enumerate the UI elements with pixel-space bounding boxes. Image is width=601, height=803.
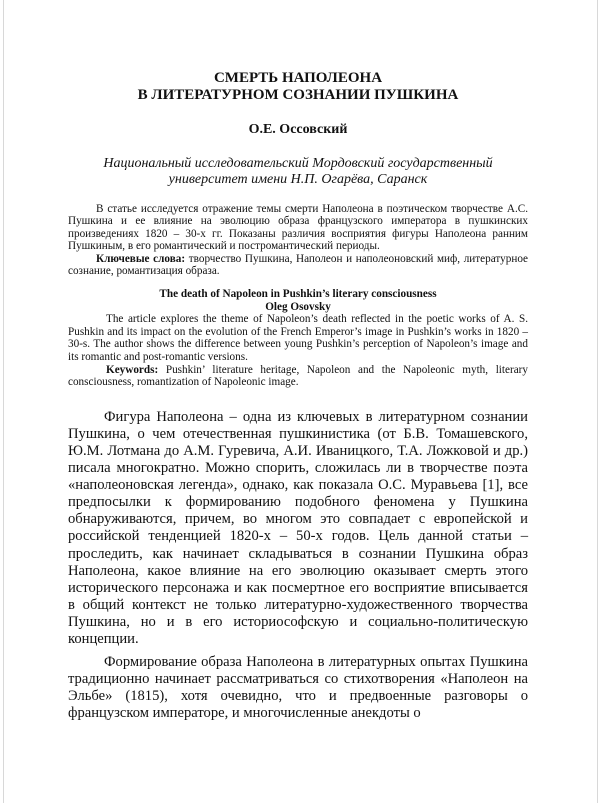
main-text bbox=[68, 409, 528, 723]
author-name: О.Е. Оссовский bbox=[248, 122, 348, 137]
keywords-en bbox=[68, 364, 528, 389]
english-author: Oleg Osovsky bbox=[265, 300, 331, 313]
page-edge-right bbox=[597, 0, 598, 803]
affiliation-line-2: университет имени Н.П. Огарёва, Саранск bbox=[168, 172, 428, 187]
keywords-ru-label: Ключевые слова: bbox=[96, 252, 186, 265]
affiliation bbox=[68, 156, 528, 188]
abstract-en bbox=[68, 313, 528, 389]
title-line-1: СМЕРТЬ НАПОЛЕОНА bbox=[213, 70, 383, 86]
abstract-en-text: The article explores the theme of Napoleon’s death reflected in the poetic works of A. S. Pushkin and its impact on the evolution of the French Emperor’s image in Pushkin’s works in 1820 – 30-s. The author shows the difference between young Pushkin’s perception of Napoleon’s image and its romantic and post-romantic versions. bbox=[68, 313, 528, 364]
keywords-en-label: Keywords: bbox=[106, 363, 159, 376]
article-title bbox=[68, 70, 528, 104]
english-title-block bbox=[68, 288, 528, 313]
body-paragraph-2: Формирование образа Наполеона в литературных опытах Пушкина традиционно начинает рассматриваться со стихотворения «Наполеон на Эльбе» (1815), хотя очевидно, что и предвоенные разговоры о французском императоре, и многочисленные анекдоты о bbox=[68, 654, 528, 722]
keywords-ru bbox=[68, 253, 528, 278]
body-paragraph-1: Фигура Наполеона – одна из ключевых в литературном сознании Пушкина, о чем отечественная пушкинистика (от Б.В. Томашевского, Ю.М. Лотмана до А.М. Гуревича, А.И. Иваницкого, Т.А. Ложковой и др.) писала многократно. Можно спорить, сложилась ли в творчестве поэта «наполеоновская легенда», однако, как показала О.С. Муравьева [1], все предпосылки к формированию подобного феномена у Пушкина обнаруживаются, причем, во многом это совпадает с европейской и российской тенденцией 1820-х – 50-х годов. Цель данной статьи – проследить, как начинает складываться в сознании Пушкина образ Наполеона, какое влияние на его эволюцию оказывает смерть этого исторического персонажа и как посмертное его восприятие вписывается в общий контекст не только литературно-художественного творчества Пушкина, но и в его историософскую и социально-политическую концепции. bbox=[68, 408, 528, 648]
abstract-ru bbox=[68, 203, 528, 277]
abstract-ru-text: В статье исследуется отражение темы смерти Наполеона в поэтическом творчестве А.С. Пушкина и ее влияние на эволюцию образа французского императора в пушкинских произведениях 1820 – 30-х гг. Показаны различия восприятия фигуры Наполеона ранним Пушкиным, в его романтический и постромантический периоды. bbox=[68, 203, 528, 253]
document-page bbox=[68, 70, 528, 723]
title-line-2: В ЛИТЕРАТУРНОМ СОЗНАНИИ ПУШКИНА bbox=[137, 87, 459, 103]
keywords-en-text: Pushkin’ literature heritage, Napoleon and the Napoleonic myth, literary consciousness, romantization of Napoleonic image. bbox=[68, 363, 528, 389]
english-title: The death of Napoleon in Pushkin’s literary consciousness bbox=[159, 288, 437, 301]
affiliation-line-1: Национальный исследовательский Мордовский государственный bbox=[103, 156, 493, 171]
page-edge-left bbox=[3, 0, 4, 803]
keywords-ru-text: творчество Пушкина, Наполеон и наполеоновский миф, литературное сознание, романтизация образа. bbox=[68, 252, 529, 278]
